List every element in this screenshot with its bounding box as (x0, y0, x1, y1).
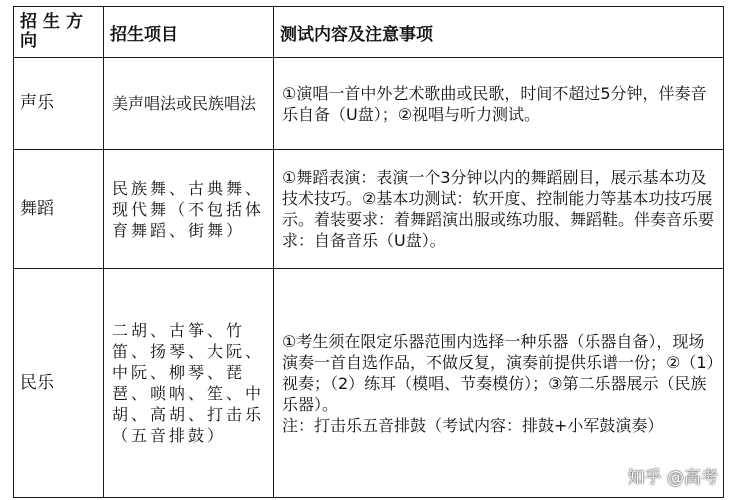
table-row-vocal (14, 58, 724, 150)
table-row-folk (14, 269, 724, 498)
content-note: 注：打击乐五音排鼓（考试内容：排鼓+小军鼓演奏） (282, 415, 664, 435)
admission-table (13, 6, 724, 498)
item-cell: 二胡、古筝、竹笛、扬琴、大阮、中阮、柳琴、琵琶、唢呐、笙、中胡、高胡、打击乐（五音排鼓） (104, 269, 274, 498)
header-content: 测试内容及注意事项 (274, 7, 724, 58)
content-text: ①考生须在限定乐器范围内选择一种乐器（乐器自备），现场演奏一首自选作品，不做反复，演奏前提供乐谱一份；②（1）视奏；（2）练耳（模唱、节奏模仿）；③第二乐器展示（民族乐器）。 (282, 331, 715, 414)
content-cell: ①舞蹈表演：表演一个3分钟以内的舞蹈剧目，展示基本功及技术技巧。②基本功测试：软开度、控制能力等基本功技巧展示。着装要求：着舞蹈演出服或练功服、舞蹈鞋。伴奏音乐要求：自备音乐（U盘）。 (274, 150, 724, 269)
direction-cell: 舞蹈 (14, 150, 104, 269)
item-cell: 美声唱法或民族唱法 (104, 58, 274, 150)
header-item: 招生项目 (104, 7, 274, 58)
watermark-text: 知乎 @高考 (627, 468, 718, 488)
content-cell: ①演唱一首中外艺术歌曲或民歌，时间不超过5分钟，伴奏音乐自备（U盘）；②视唱与听力测试。 (274, 58, 724, 150)
direction-cell: 民乐 (14, 269, 104, 498)
direction-cell: 声乐 (14, 58, 104, 150)
table-row-dance (14, 150, 724, 269)
header-direction: 招生方向 (14, 7, 104, 58)
item-cell: 民族舞、古典舞、现代舞（不包括体育舞蹈、街舞） (104, 150, 274, 269)
table-header-row (14, 7, 724, 58)
